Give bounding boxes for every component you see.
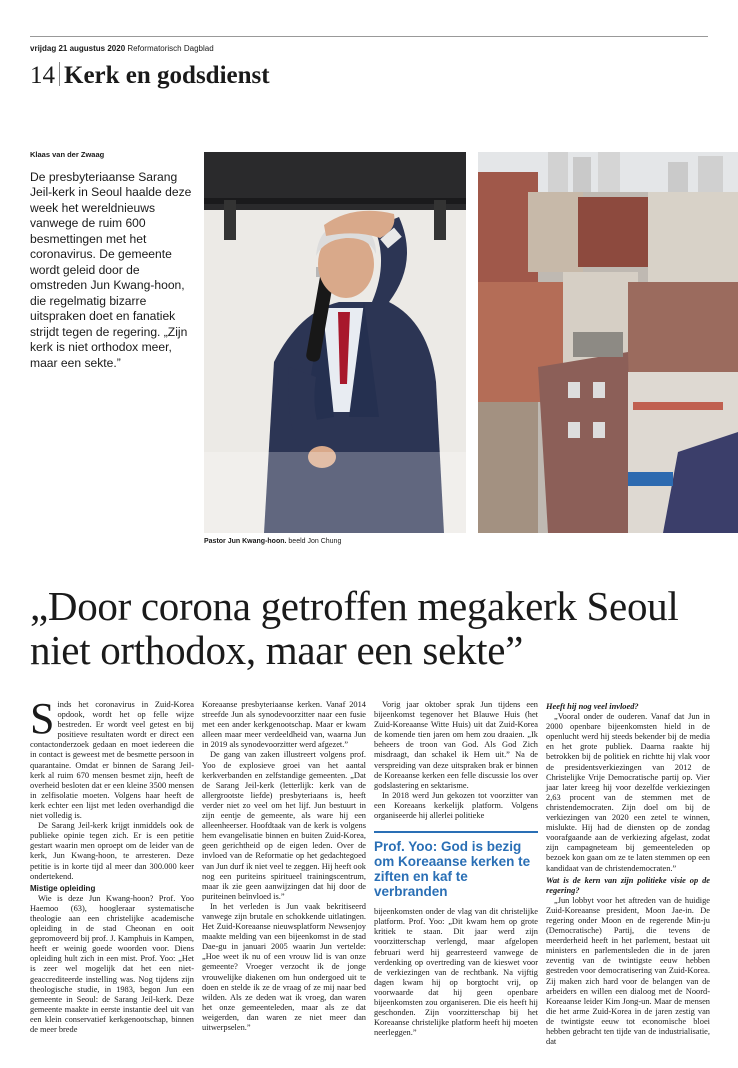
section-header	[30, 62, 270, 90]
column-3	[374, 700, 538, 1038]
column-2	[202, 700, 366, 1033]
section-divider	[59, 62, 60, 86]
caption-credit: beeld Jon Chung	[288, 538, 342, 545]
col1-paragraph-2: De Sarang Jeil-kerk krijgt inmiddels ook de publieke opinie tegen zich. Er is een petitie gestart waarin men oproept om de leider van de kerk, Jun Kwang-hoon, te arresteren. Deze petitie is in korte tijd al meer dan 300.000 keer ondertekend.	[30, 821, 194, 881]
city-photo	[478, 152, 738, 533]
byline: Klaas van der Zwaag	[30, 150, 105, 159]
col2-paragraph-2: De gang van zaken illustreert volgens prof. Yoo de explosieve groei van het aantal kerkverbanden en zelfstandige gemeenten. „Dat de Sarang Jeil-kerk (letterlijk: kerk van de allergrootste liefde) presbyteriaans is, heeft verder niet zo veel om het lijf. Jun bestuurt in zijn eentje de gemeente, als ware hij een alleenheerser. Hoofdtaak van de kerk is volgens hem evangelisatie binnen en buiten Zuid-Korea, geen gerichtheid op de eigen leden. Over de invloed van de Reformatie op het gedachtegoed van Jun durf ik niet veel te zeggen. Hij heeft ook nog een puriteins spiritueel trainingscentrum, maar ik zie geen aanwijzingen dat hij door de puriteinen beïnvloed is.”	[202, 750, 366, 901]
col3-paragraph-1: Vorig jaar oktober sprak Jun tijdens een bijeenkomst tegenover het Blauwe Huis (het Zuid-Koreaanse Witte Huis) uit dat Zuid-Korea de komende tien jaren om hem zou draaien. „Ik beheers de troon van God. Als God Zich misdraagt, dan schakel ik Hem uit.” Na de verspreiding van deze uitspraken brak er binnen de Koreaanse kerken een felle discussie los over godslastering en sektarisme.	[374, 700, 538, 790]
col3-paragraph-3: bijeenkomsten onder de vlag van dit christelijke platform. Prof. Yoo: „Dit kwam hem op grote kritiek te staan. Dit jaar werd zijn voorzitterschap verlengd, maar afgelopen februari werd hij gearresteerd vanwege de verdenking op overtreding van de kieswet voor de verkiezingen van de rechtbank. Na vijftig dagen kwam hij op borgtocht vrij, op voorwaarde dat hij geen openbare bijeenkomsten zou organiseren. Die eis heeft hij geschonden. Zijn voorzitterschap bij het Koreaanse christelijke platform heeft hij moeten neerleggen.”	[374, 907, 538, 1038]
article-intro: De presbyteriaanse Sarang Jeil-kerk in Seoul haalde deze week het wereldnieuws vanwege de ruim 600 besmettingen met het coronavirus. De gemeente wordt geleid door de omstreden Jun Kwang-hoon, die regelmatig bizarre uitspraken doet en fanatiek strijdt tegen de regering. „Zijn kerk is niet orthodox meer, maar een sekte.”	[30, 170, 192, 370]
top-rule	[30, 36, 708, 37]
headline: „Door corona getroffen megakerk Seoul niet orthodox, maar een sekte”	[30, 583, 679, 673]
col2-paragraph-1: Koreaanse presbyteriaanse kerken. Vanaf 2014 streefde Jun als synodevoorzitter naar een fusie met een ander kerkgenootschap. Maar er kwam alleen maar meer verdeeldheid van, waarna Jun in 2019 als synodevoorzitter werd afgezet.”	[202, 700, 366, 750]
col3-paragraph-2: In 2018 werd Jun gekozen tot voorzitter van een Koreaans kerkelijk platform. Volgens organiseerde hij allerlei politieke	[374, 790, 538, 821]
col1-paragraph-1: inds het coronavirus in Zuid-Korea opdook, wordt het op felle wijze bestreden. Er wordt veel getest en bij positieve resultaten wordt er direct een contactonderzoek gedaan en moet iedereen die in contact is geweest met de besmette persoon in quarantaine. Omdat er binnen de Sarang Jeil-kerk al ruim 670 mensen besmet zijn, heeft de overheid besloten dat er een kleine 3500 mensen in zelfisolatie moeten. Volgens haar heeft de kerk echter een lijst met leden overhandigd die niet volledig is.	[30, 700, 194, 821]
column-1	[30, 694, 194, 1035]
col2-paragraph-3: In het verleden is Jun vaak bekritiseerd vanwege zijn brutale en schokkende uitlatingen. Het Zuid-Koreaanse nieuwsplatform Newsenjoy maakte melding van een bijeenkomst in de stad Dae-gu in januari 2005 waarin Jun vertelde: „Hoe weet ik nu of een vrouw lid is van onze gemeente? Vroeger verzocht ik de jonge vrouwelijke diakenen om hun ondergoed uit te doen en stelde ik ze de vraag of ze mij naar bed wilden. Als ze deden wat ik vroeg, dan waren het onze gemeenteleden, maar als ze dat weigerden, dan waren ze niet meer dan uitwerpselen.”	[202, 901, 366, 1032]
subheading: Mistige opleiding	[30, 883, 96, 893]
paper-name: Reformatorisch Dagblad	[127, 44, 214, 53]
drop-cap: S	[30, 694, 55, 743]
photo-caption	[204, 538, 341, 545]
pastor-photo	[204, 152, 466, 533]
column-4	[546, 700, 710, 1047]
issue-date: vrijdag 21 augustus 2020	[30, 44, 126, 53]
col1-paragraph-3: Wie is deze Jun Kwang-hoon? Prof. Yoo Haemoo (63), hoogleraar systematische theologie aan een christelijke academische opleiding in de stad Cheonan en ooit gepromoveerd bij prof. J. Kamphuis in Kampen, heeft er weinig goede woorden voor. Diens opleiding hult zich in een mist. Prof. Yoo: „Het is zeer wel mogelijk dat het een niet-geaccrediteerde instelling was. Nog tijdens zijn theologische studie, in 1983, begon Jun een gemeente in Seoul: de Sarang Jeil-kerk. Deze gemeente maakte in eerste instantie deel uit van een klein conservatief kerkgenootschap, binnen de meer brede	[30, 893, 194, 1034]
col4-answer-1: „Vooral onder de ouderen. Vanaf dat Jun in 2000 openbare bijeenkomsten hield in de openlucht werd hij steeds bekender bij de media en het grote publiek. Daarna raakte hij betrokken bij de politiek en richtte hij vlak voor de presidentsverkiezingen van 2012 de Christelijke Vrije Democratische partij op. Vier jaar later kreeg hij voor dezelfde verkiezingen 2,63 procent van de stemmen met de christendemocraten. Zijn doel om bij de verkiezingen van 2020 een zetel te winnen, mislukte. Hij had de diensten op de zondag voorafgaande aan de verkiezing afgelast, zodat zijn campagneteam bij gemeenteleden op bezoek kon gaan om ze te laten stemmen op een kandidaat van de christendemocraten.”	[546, 712, 710, 873]
col4-answer-2: „Jun lobbyt voor het aftreden van de huidige Zuid-Koreaanse president, Moon Jae-in. De regering onder Moon en de regerende Min-ju (Democratische) Partij, die tevens de meerderheid heeft in het parlement, bestaat uit ministers en parlementsleden die in de jaren zeventig van de twintigste eeuw hebben gestreden voor democratisering van Zuid-Korea. Zij maken zich hard voor de belangen van de arbeiders en willen een dialoog met de Noord-Koreaanse leider Kim Jong-un. Maar de mensen die het arme Zuid-Korea in de jaren zestig van de twintigste eeuw tot economische bloei hebben gebracht ten tijde van de industrialisatie, dat	[546, 895, 710, 1047]
page-number: 14	[30, 62, 55, 89]
question-1: Heeft hij nog veel invloed?	[546, 702, 639, 711]
caption-name: Pastor Jun Kwang-hoon.	[204, 538, 287, 545]
dateline	[30, 44, 214, 53]
section-title: Kerk en godsdienst	[64, 62, 270, 89]
question-2: Wat is de kern van zijn politieke visie op de regering?	[546, 875, 710, 895]
pull-quote: Prof. Yoo: God is bezig om Koreaanse kerken te ziften en kaf te verbranden	[374, 831, 538, 899]
